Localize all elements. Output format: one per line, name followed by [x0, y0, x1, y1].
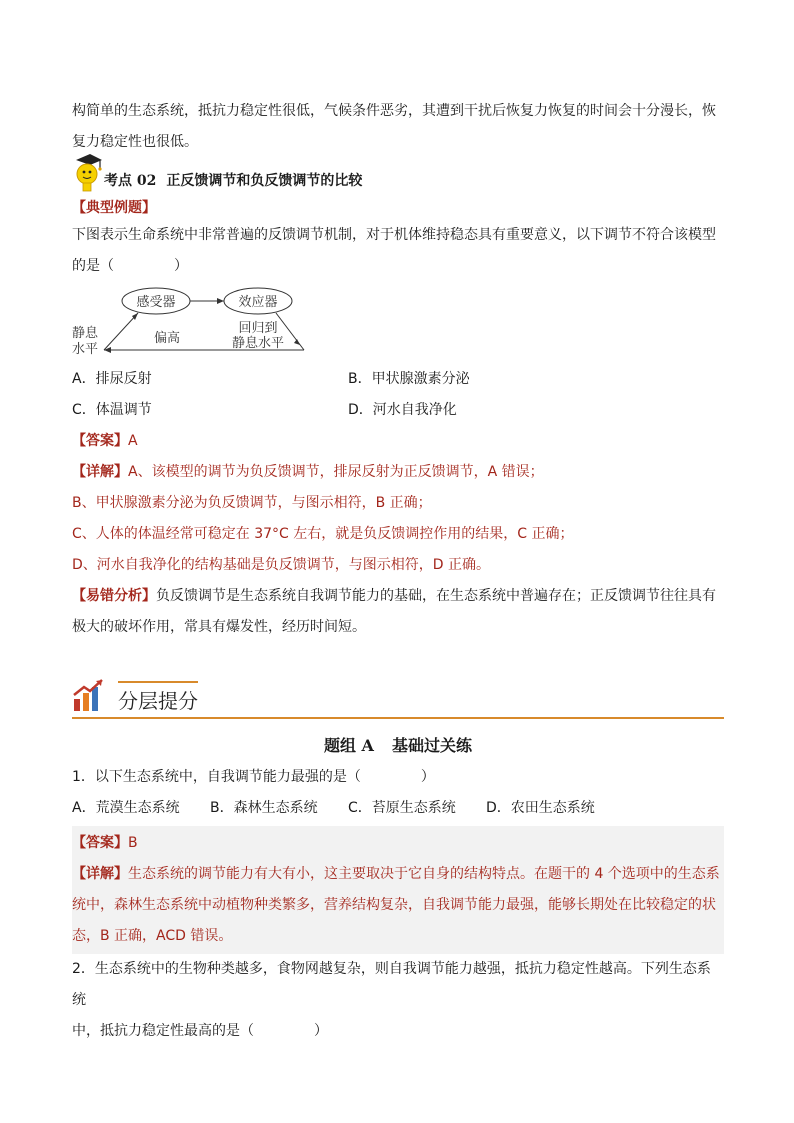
example-option-c: C．体温调节 [72, 402, 152, 418]
q1-detail-line3: 态，B 正确，ACD 错误。 [72, 928, 233, 944]
example-question-line1: 下图表示生命系统中非常普遍的反馈调节机制，对于机体维持稳态具有重要意义，以下调节不符合该模型 [72, 227, 716, 243]
q1-stem: 1．以下生态系统中，自我调节能力最强的是（ ） [72, 769, 435, 785]
group-title [72, 733, 724, 756]
arrow-head-right [217, 298, 224, 304]
example-option-a: A．排尿反射 [72, 371, 152, 387]
rest-level-label-2: 水平 [72, 342, 99, 357]
kaodian-heading [72, 160, 724, 196]
feedback-diagram-svg [72, 284, 312, 362]
q1-answer-box [72, 826, 724, 954]
rest-level-label-1: 静息 [72, 326, 99, 341]
example-answer-value: A [128, 433, 138, 449]
example-answer: 【答案】A [72, 433, 138, 449]
kaodian-label: 考点 [104, 173, 132, 189]
feedback-diagram [72, 284, 724, 362]
sensor-label: 感受器 [136, 295, 176, 310]
growth-chart-icon [72, 677, 106, 713]
example-question-line2: 的是（ ） [72, 258, 188, 274]
q1-detail-line2: 统中，森林生态系统中动植物种类繁多，营养结构复杂，自我调节能力最强，能够长期处在比较稳定的状 [72, 897, 716, 913]
section-title-bar [118, 681, 198, 683]
example-option-b: B．甲状腺激素分泌 [348, 371, 470, 387]
group-name: 题组 A [323, 736, 374, 755]
example-analysis-line2: 极大的破坏作用，常具有爆发性，经历时间短。 [72, 619, 366, 635]
q1-answer: 【答案】B [72, 835, 138, 851]
q1-options [72, 793, 724, 824]
example-tag-line [72, 196, 724, 220]
effector-label: 效应器 [238, 295, 278, 310]
kaodian-number: 02 [136, 173, 157, 189]
q2-stem-line2: 中，抵抗力稳定性最高的是（ ） [72, 1023, 328, 1039]
q1-detail-line1: 【详解】生态系统的调节能力有大有小，这主要取决于它自身的结构特点。在题干的 4 个选项中的生态系 [72, 866, 720, 882]
example-detail-line4: D、河水自我净化的结构基础是负反馈调节，与图示相符，D 正确。 [72, 557, 491, 573]
kaodian-topic: 正反馈调节和负反馈调节的比较 [166, 173, 363, 189]
example-detail-line3: C、人体的体温经常可稳定在 37°C 左右，就是负反馈调控作用的结果，C 正确； [72, 526, 574, 542]
q1-option-a: A．荒漠生态系统 [72, 800, 180, 816]
kaodian-title [104, 170, 362, 190]
arrow-head-down [294, 339, 300, 345]
example-detail-line2: B、甲状腺激素分泌为负反馈调节，与图示相符，B 正确； [72, 495, 432, 511]
example-option-d: D．河水自我净化 [348, 402, 457, 418]
left-rise-line [104, 313, 138, 350]
example-analysis-line1: 【易错分析】负反馈调节是生态系统自我调节能力的基础，在生态系统中普遍存在；正反馈调节往往具有 [72, 588, 716, 604]
group-subtitle: 基础过关练 [391, 736, 472, 755]
section-header [72, 667, 724, 719]
graduate-mascot-icon [72, 152, 104, 196]
q1-option-c: C．苔原生态系统 [348, 800, 456, 816]
arrow-head-left [104, 347, 111, 353]
high-label: 偏高 [154, 331, 181, 346]
intro-paragraph: 构简单的生态系统，抵抗力稳定性很低，气候条件恶劣，其遭到干扰后恢复力恢复的时间会十分漫长，恢复力稳定性也很低。 [72, 103, 716, 150]
q1-answer-value: B [128, 835, 138, 851]
example-options [72, 364, 724, 426]
q1-option-b: B．森林生态系统 [210, 800, 318, 816]
q2-stem-line1: 2．生态系统中的生物种类越多，食物网越复杂，则自我调节能力越强，抵抗力稳定性越高。下列生态系统 [72, 961, 711, 1008]
example-detail-line1: 【详解】A、该模型的调节为负反馈调节，排尿反射为正反馈调节，A 错误； [72, 464, 544, 480]
example-tag: 【典型例题】 [72, 200, 156, 216]
return-label-2: 静息水平 [231, 336, 285, 351]
section-title: 分层提分 [118, 689, 198, 713]
return-label-1: 回归到 [238, 321, 278, 336]
q1-option-d: D．农田生态系统 [486, 800, 595, 816]
document-page [72, 92, 724, 1047]
